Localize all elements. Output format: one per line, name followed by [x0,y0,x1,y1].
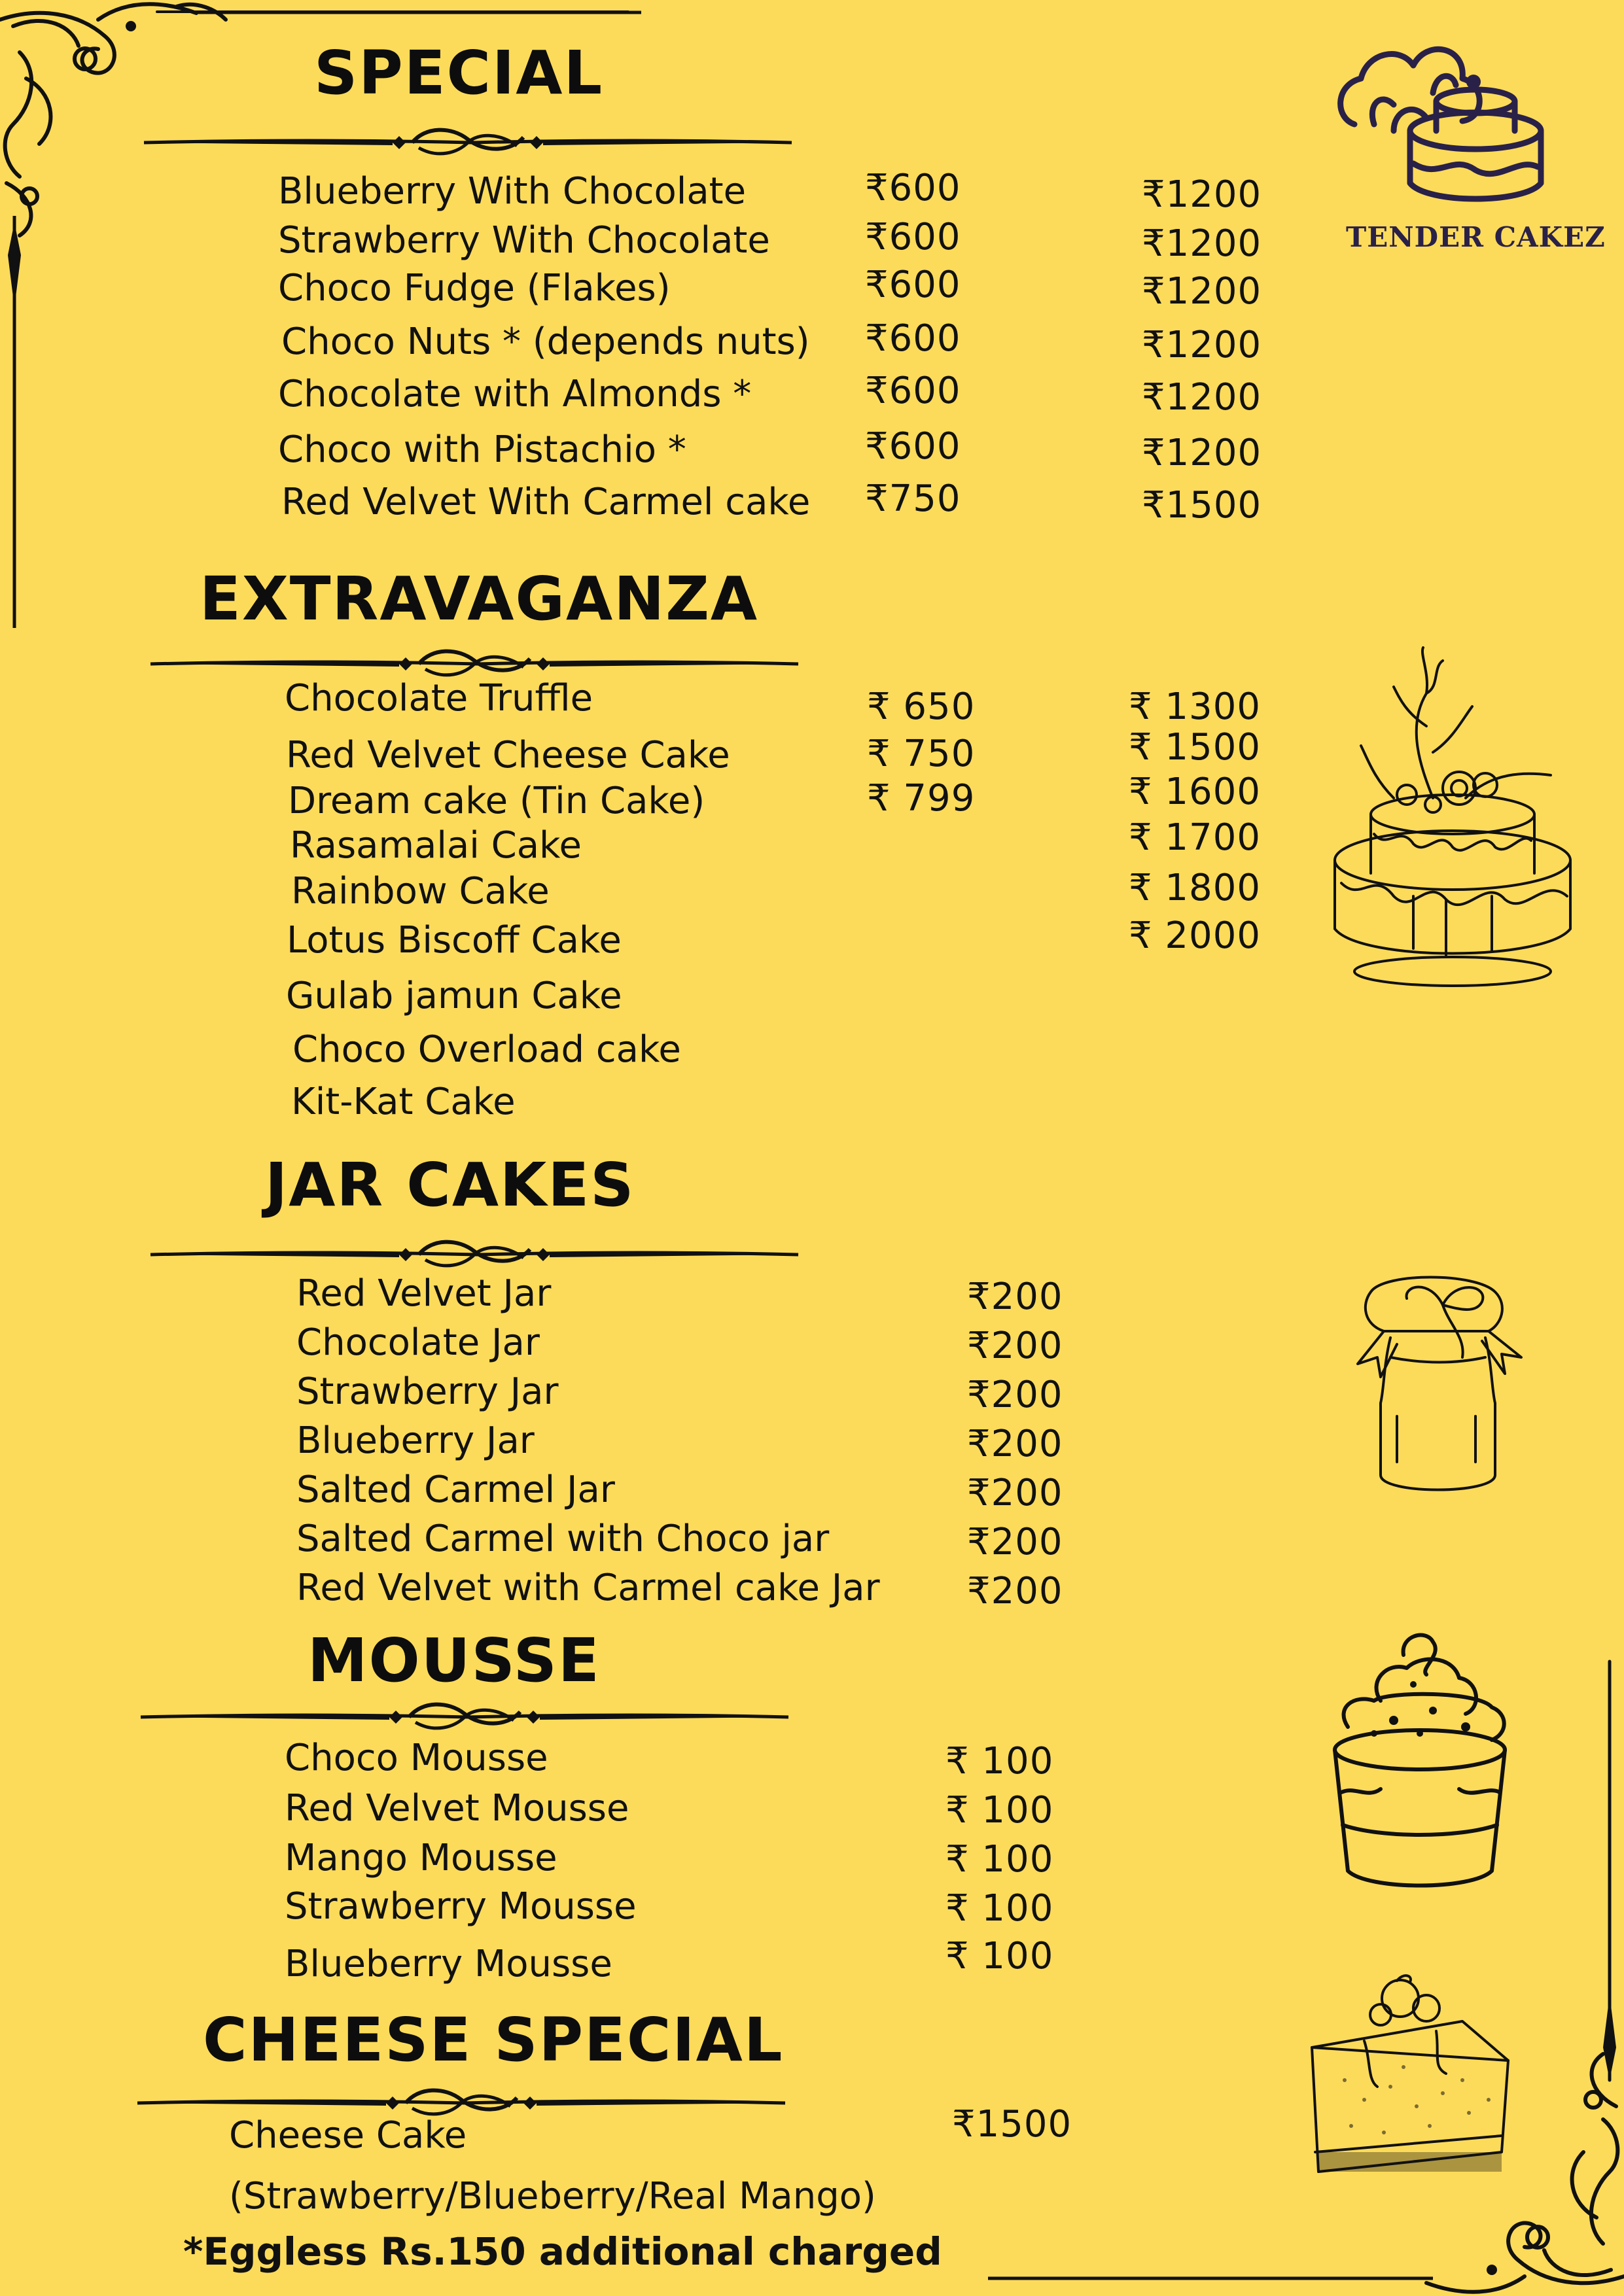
special-item-price-1: ₹600 [865,264,961,306]
extravaganza-item-name: Dream cake (Tin Cake) [288,780,705,822]
jar-item-name: Blueberry Jar [296,1419,535,1462]
cheesecake-slice-icon [1305,1969,1521,2178]
special-item-name: Blueberry With Chocolate [278,170,747,213]
special-item-price-1: ₹600 [865,425,961,468]
bottom-border-line [988,2275,1433,2282]
eggless-note: *Eggless Rs.150 additional charged [183,2229,942,2274]
jar-item-name: Red Velvet Jar [296,1272,552,1315]
mousse-item-name: Choco Mousse [285,1737,548,1779]
section-title-cheese-special: CHEESE SPECIAL [203,2005,784,2075]
extravaganza-price-1: ₹ 650 [867,686,976,728]
extravaganza-price-2: ₹ 1300 [1129,686,1261,728]
jar-item-price: ₹200 [967,1423,1063,1465]
mousse-item-price: ₹ 100 [945,1887,1054,1930]
extravaganza-price-1: ₹ 750 [867,733,976,775]
jar-item-name: Strawberry Jar [296,1370,559,1413]
special-item-name: Choco Nuts * (depends nuts) [281,321,810,363]
special-item-price-2: ₹1200 [1142,173,1262,216]
extravaganza-price-2: ₹ 1700 [1129,816,1261,859]
brand-logo-text: TENDER CAKEZ [1346,221,1606,253]
top-border-line [196,9,641,16]
divider-ornament-icon [141,1697,788,1737]
section-title-special: SPECIAL [314,38,604,108]
special-item-name: Chocolate with Almonds * [278,373,752,415]
special-item-name: Strawberry With Chocolate [278,219,770,262]
jar-item-name: Chocolate Jar [296,1321,540,1364]
section-title-mousse: MOUSSE [308,1626,601,1696]
cheese-cake-name: Cheese Cake [229,2114,467,2157]
jar-item-price: ₹200 [967,1374,1063,1416]
section-title-jar-cakes: JAR CAKES [265,1150,635,1220]
jar-item-price: ₹200 [967,1521,1063,1563]
extravaganza-price-2: ₹ 1800 [1129,867,1261,909]
mousse-item-price: ₹ 100 [945,1838,1054,1881]
extravaganza-item-name: Rainbow Cake [291,870,550,913]
jar-item-name: Salted Carmel with Choco jar [296,1518,830,1560]
mousse-item-name: Strawberry Mousse [285,1885,637,1928]
special-item-price-1: ₹600 [865,370,961,412]
special-item-price-2: ₹1200 [1142,324,1262,366]
divider-ornament-icon [144,123,792,162]
extravaganza-price-2: ₹ 2000 [1129,914,1261,957]
mousse-cup-icon [1328,1629,1525,1897]
cheese-cake-flavours: (Strawberry/Blueberry/Real Mango) [229,2175,876,2218]
jar-item-name: Salted Carmel Jar [296,1469,615,1511]
jar-item-price: ₹200 [967,1472,1063,1514]
special-item-price-1: ₹600 [865,216,961,258]
extravaganza-item-name: Chocolate Truffle [285,677,593,720]
extravaganza-price-2: ₹ 1500 [1129,726,1261,769]
mousse-item-price: ₹ 100 [945,1740,1054,1783]
special-item-price-2: ₹1500 [1142,484,1262,527]
extravaganza-price-1: ₹ 799 [867,777,976,820]
extravaganza-item-name: Gulab jamun Cake [286,975,622,1017]
extravaganza-item-name: Kit-Kat Cake [291,1081,516,1123]
special-item-price-1: ₹600 [865,167,961,209]
special-item-name: Choco with Pistachio * [278,428,686,471]
divider-ornament-icon [150,1235,798,1274]
jar-icon [1345,1266,1541,1508]
special-item-price-2: ₹1200 [1142,270,1262,313]
extravaganza-item-name: Red Velvet Cheese Cake [286,734,730,776]
corner-swirl-ornament-icon [0,0,262,641]
jar-item-price: ₹200 [967,1325,1063,1367]
mousse-item-name: Blueberry Mousse [285,1943,612,1985]
cheese-cake-price: ₹1500 [952,2103,1072,2146]
extravaganza-item-name: Choco Overload cake [292,1028,681,1071]
jar-item-price: ₹200 [967,1570,1063,1612]
jar-item-price: ₹200 [967,1276,1063,1318]
special-item-price-1: ₹600 [865,317,961,360]
extravaganza-item-name: Rasamalai Cake [290,824,582,867]
special-item-price-2: ₹1200 [1142,432,1262,474]
section-title-extravaganza: EXTRAVAGANZA [200,564,759,634]
special-item-price-2: ₹1200 [1142,376,1262,419]
mousse-item-name: Red Velvet Mousse [285,1787,629,1830]
mousse-item-price: ₹ 100 [945,1789,1054,1832]
mousse-item-name: Mango Mousse [285,1837,557,1879]
special-item-name: Red Velvet With Carmel cake [281,481,811,523]
special-item-price-1: ₹750 [865,478,961,520]
special-item-name: Choco Fudge (Flakes) [278,267,671,309]
extravaganza-item-name: Lotus Biscoff Cake [287,919,622,962]
jar-item-name: Red Velvet with Carmel cake Jar [296,1567,880,1609]
floral-layer-cake-icon [1335,648,1590,994]
mousse-item-price: ₹ 100 [945,1935,1054,1977]
special-item-price-2: ₹1200 [1142,222,1262,265]
chef-hat-cake-logo-icon [1322,33,1557,222]
extravaganza-price-2: ₹ 1600 [1129,771,1261,813]
